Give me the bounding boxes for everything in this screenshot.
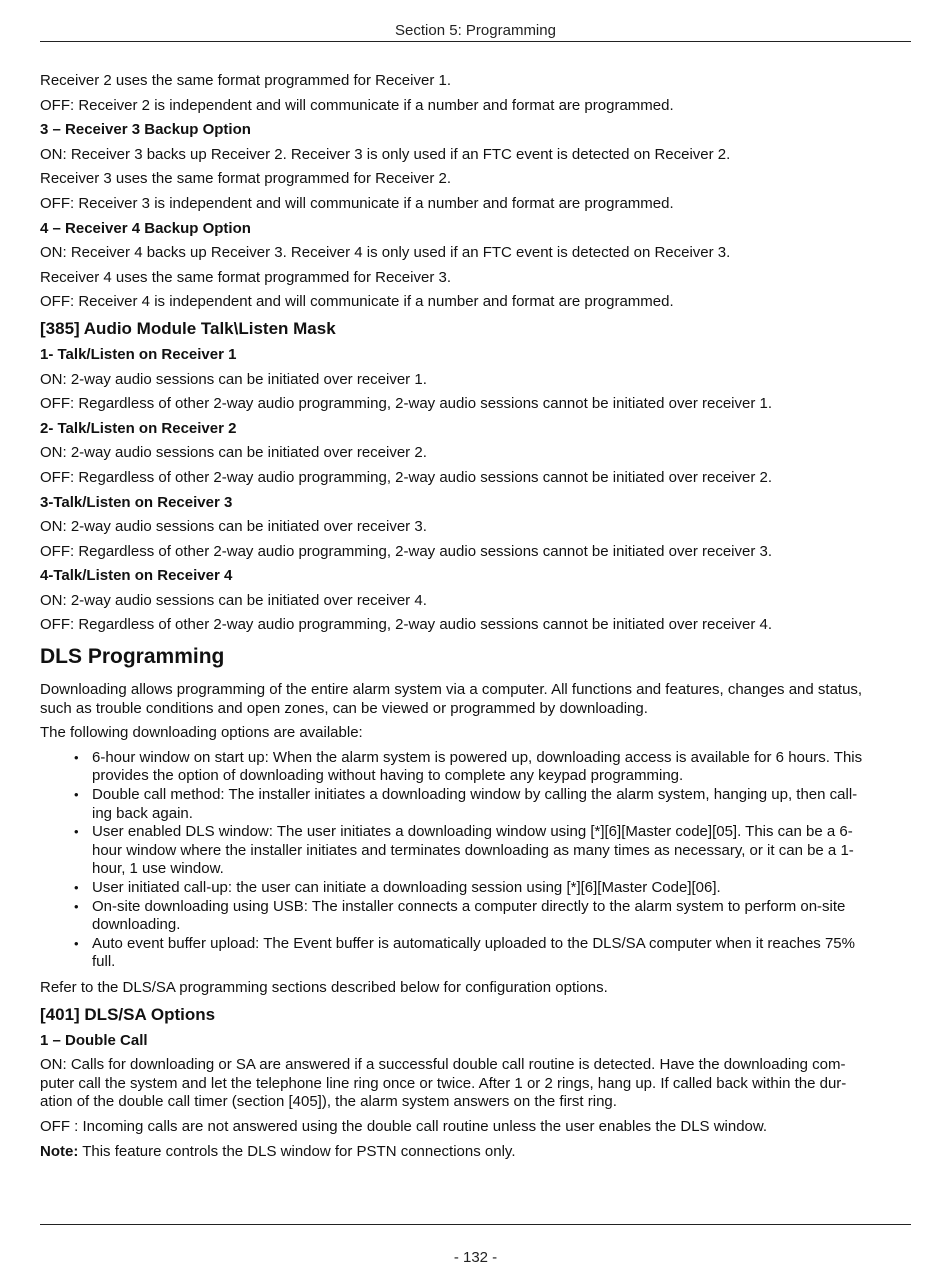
header-divider	[40, 41, 911, 42]
footer-divider	[40, 1224, 911, 1225]
list-item: • Double call method: The installer initiates a downloading window by calling the alarm system, hanging up, then call- ing back again.	[74, 786, 858, 822]
bullet-icon: •	[74, 935, 79, 951]
bullet-icon: •	[74, 749, 79, 765]
dls-intro-paragraph	[40, 681, 911, 718]
talk-listen-r1-heading: 1- Talk/Listen on Receiver 1	[40, 345, 237, 363]
receiver4-same-format-text: Receiver 4 uses the same format programmed for Receiver 3.	[40, 268, 451, 286]
receiver3-heading: 3 – Receiver 3 Backup Option	[40, 121, 251, 139]
list-item: • User initiated call-up: the user can initiate a downloading session using [*][6][Master Code][06].	[74, 879, 721, 896]
receiver4-heading: 4 – Receiver 4 Backup Option	[40, 219, 251, 237]
talk-listen-r2-on: ON: 2-way audio sessions can be initiated over receiver 2.	[40, 444, 427, 462]
dls-intro-line-1: Downloading allows programming of the entire alarm system via a computer. All functions and features, changes and status,	[40, 681, 863, 699]
talk-listen-r3-off: OFF: Regardless of other 2-way audio programming, 2-way audio sessions cannot be initiated over receiver 3.	[40, 542, 773, 560]
bullet-icon: •	[74, 880, 79, 895]
talk-listen-r2-off: OFF: Regardless of other 2-way audio programming, 2-way audio sessions cannot be initiated over receiver 2.	[40, 468, 773, 486]
note-paragraph	[40, 1143, 911, 1162]
note-text: This feature controls the DLS window for PSTN connections only.	[78, 1142, 516, 1160]
receiver4-off-text: OFF: Receiver 4 is independent and will communicate if a number and format are programmed.	[40, 293, 674, 311]
dls-options-intro: The following downloading options are available:	[40, 724, 363, 742]
talk-listen-r1-off: OFF: Regardless of other 2-way audio programming, 2-way audio sessions cannot be initiated over receiver 1.	[40, 395, 773, 413]
page-body	[40, 72, 911, 1167]
r2-off-text: OFF: Receiver 2 is independent and will communicate if a number and format are programmed.	[40, 96, 674, 114]
list-item: • Auto event buffer upload: The Event buffer is automatically uploaded to the DLS/SA computer when it reaches 75% full.	[74, 934, 855, 971]
talk-listen-r1-on: ON: 2-way audio sessions can be initiated over receiver 1.	[40, 370, 427, 388]
dls-intro-line-2: such as trouble conditions and open zones, can be viewed or programmed by downloading.	[40, 699, 648, 717]
talk-listen-r3-on: ON: 2-way audio sessions can be initiated over receiver 3.	[40, 518, 427, 536]
dls-refer-text: Refer to the DLS/SA programming sections described below for configuration options.	[40, 978, 608, 996]
talk-listen-r4-heading: 4-Talk/Listen on Receiver 4	[40, 567, 233, 585]
receiver3-on-text: ON: Receiver 3 backs up Receiver 2. Receiver 3 is only used if an FTC event is detected on Receiver 2.	[40, 145, 731, 163]
double-call-off-text: OFF : Incoming calls are not answered using the double call routine unless the user enables the DLS window.	[40, 1117, 768, 1135]
talk-listen-r4-off: OFF: Regardless of other 2-way audio programming, 2-way audio sessions cannot be initiated over receiver 4.	[40, 616, 773, 634]
list-item: • User enabled DLS window: The user initiates a downloading window using [*][6][Master code][05]. This can be a 6- hour window where the installer initiates and terminates downloading as many times as necessary, or it can be a 1- hour, 1 use window.	[74, 823, 854, 878]
talk-listen-r4-on: ON: 2-way audio sessions can be initiated over receiver 4.	[40, 591, 427, 609]
receiver3-same-format-text: Receiver 3 uses the same format programmed for Receiver 2.	[40, 170, 451, 188]
talk-listen-r2-heading: 2- Talk/Listen on Receiver 2	[40, 419, 237, 437]
page-number: - 132 -	[453, 1249, 498, 1266]
dls-programming-heading: DLS Programming	[40, 645, 225, 669]
dls-options-list	[40, 749, 911, 972]
talk-listen-r3-heading: 3-Talk/Listen on Receiver 3	[40, 493, 233, 511]
section-401-heading: [401] DLS/SA Options	[40, 1004, 216, 1024]
double-call-on-text: ON: Calls for downloading or SA are answered if a successful double call routine is detected. Have the downloading com- puter call the system and let the telephone line ring once or twice. After 1 or 2 rings, hang up. If called back within the dur- ation of the double call timer (section [405]), the alarm system answers on the first ring.	[40, 1056, 847, 1111]
r2-same-format-text: Receiver 2 uses the same format programmed for Receiver 1.	[40, 72, 451, 89]
page-header: Section 5: Programming	[395, 22, 556, 39]
list-item: • On-site downloading using USB: The installer connects a computer directly to the alarm system to perform on-site downloading.	[74, 897, 846, 934]
bullet-icon: •	[74, 898, 79, 914]
section-385-heading: [385] Audio Module Talk\Listen Mask	[40, 318, 336, 338]
bullet-icon: •	[74, 824, 79, 840]
receiver3-off-text: OFF: Receiver 3 is independent and will communicate if a number and format are programmed.	[40, 194, 674, 212]
list-item: • 6-hour window on start up: When the alarm system is powered up, downloading access is available for 6 hours. This provides the option of downloading without having to complete any keypad programming.	[74, 748, 863, 785]
note-label: Note:	[40, 1142, 79, 1160]
receiver4-on-text: ON: Receiver 4 backs up Receiver 3. Receiver 4 is only used if an FTC event is detected on Receiver 3.	[40, 244, 731, 262]
bullet-icon: •	[74, 787, 79, 803]
double-call-heading: 1 – Double Call	[40, 1031, 148, 1049]
